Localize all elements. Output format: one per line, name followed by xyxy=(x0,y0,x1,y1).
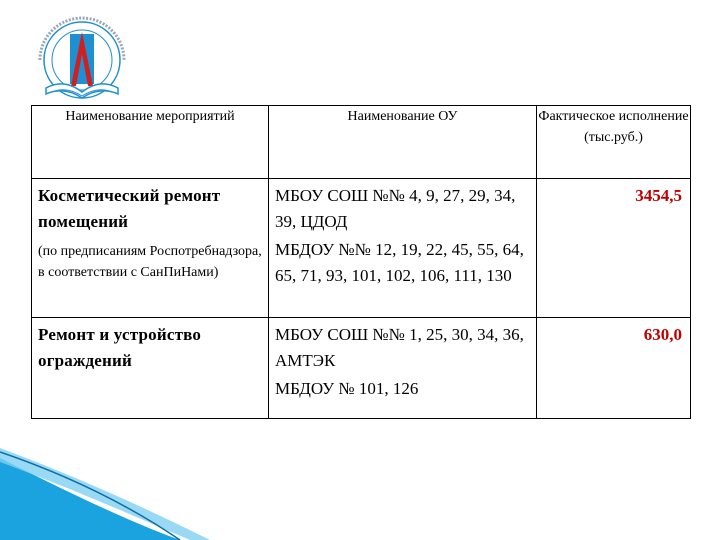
table-row xyxy=(32,318,691,419)
header-institutions: Наименование ОУ xyxy=(269,106,537,179)
amount-value: 3454,5 xyxy=(537,179,691,318)
schools-list: МБОУ СОШ №№ 4, 9, 27, 29, 34, 39, ЦДОД xyxy=(275,186,516,231)
kindergartens-list: МБДОУ № 101, 126 xyxy=(275,379,419,398)
header-actual-execution: Фактическое исполнение (тыс.руб.) xyxy=(537,106,691,179)
institutions-cell xyxy=(269,318,537,419)
activity-cell xyxy=(32,179,269,318)
report-table xyxy=(31,105,691,419)
activity-title: Косметический ремонт помещений xyxy=(38,186,221,231)
header-activities: Наименование мероприятий xyxy=(32,106,269,179)
schools-list: МБОУ СОШ №№ 1, 25, 30, 34, 36, АМТЭК xyxy=(275,325,524,370)
organization-logo xyxy=(26,14,138,114)
activity-cell xyxy=(32,318,269,419)
decorative-wave xyxy=(0,448,720,540)
table-header-row xyxy=(32,106,691,179)
table-row xyxy=(32,179,691,318)
amount-value: 630,0 xyxy=(537,318,691,419)
institutions-cell xyxy=(269,179,537,318)
activity-note: (по предписаниям Роспотребнадзора, в соответствии с СанПиНами) xyxy=(38,244,262,280)
kindergartens-list: МБДОУ №№ 12, 19, 22, 45, 55, 64, 65, 71, 93, 101, 102, 106, 111, 130 xyxy=(275,240,524,285)
activity-title: Ремонт и устройство ограждений xyxy=(38,325,202,370)
